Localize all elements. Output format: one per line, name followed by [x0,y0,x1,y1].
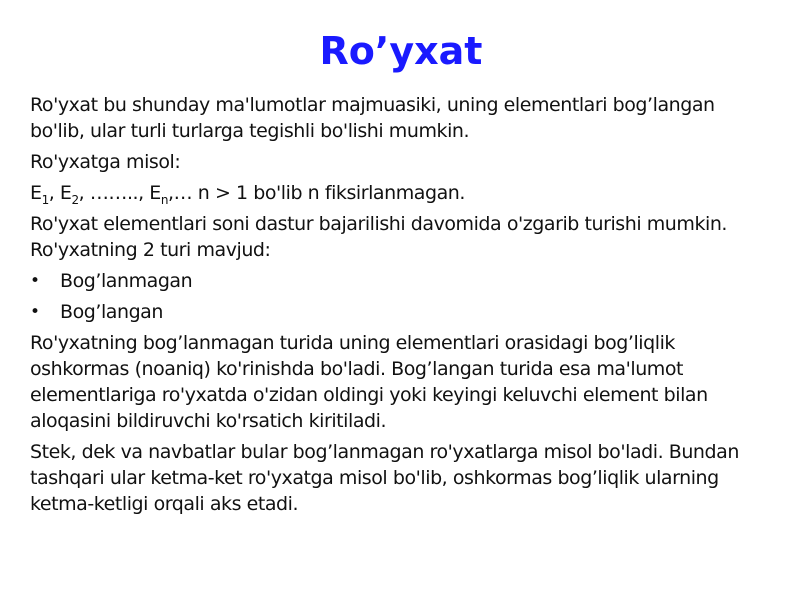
formula-sep-2: , …….., E [78,182,161,204]
paragraph-definition: Ro'yxat bu shunday ma'lumotlar majmuasiki, uning elementlari bog’langan bo'lib, ular turli turlarga tegishli bo'lishi mumkin. [30,94,715,142]
list-item-label: Bog’langan [60,301,163,323]
formula-tail: ,… n > 1 bo'lib n fiksirlanmagan. [168,182,465,204]
formula-sep-1: , E [48,182,72,204]
bullet-icon: • [30,302,40,322]
paragraph-stack-example: Stek, dek va navbatlar bular bog’lanmagan ro'yxatlarga misol bo'ladi. Bundan tashqari ular ketma-ket ro'yxatga misol bo'lib, oshkormas bog’liqlik ularning ketma-ketligi orqali aks etadi. [30,441,739,515]
slide-title: Ro’yxat [319,29,483,73]
list-item-label: Bog’lanmagan [60,270,193,292]
formula-sub-1: 1 [41,192,49,207]
formula-sub-2: 2 [71,192,79,207]
bullet-icon: • [30,271,40,291]
formula-e: E [30,182,42,204]
types-list [30,268,772,325]
paragraph-types-intro: Ro'yxat elementlari soni dastur bajarilishi davomida o'zgarib turishi mumkin. Ro'yxatning 2 turi mavjud: [30,213,728,261]
formula-sub-n: n [160,192,169,207]
slide-body [30,92,772,517]
list-item-unlinked [30,268,772,294]
formula-line [30,180,772,206]
paragraph-types-explanation: Ro'yxatning bog’lanmagan turida uning elementlari orasidagi bog’liqlik oshkormas (noaniq) ko'rinishda bo'ladi. Bog’langan turida esa ma'lumot elementlariga ro'yxatda o'zidan oldingi yoki keyingi keluvchi element bilan aloqasini bildiruvchi ko'rsatich kiritiladi. [30,332,708,432]
paragraph-example-label: Ro'yxatga misol: [30,151,181,173]
list-item-linked [30,299,772,325]
